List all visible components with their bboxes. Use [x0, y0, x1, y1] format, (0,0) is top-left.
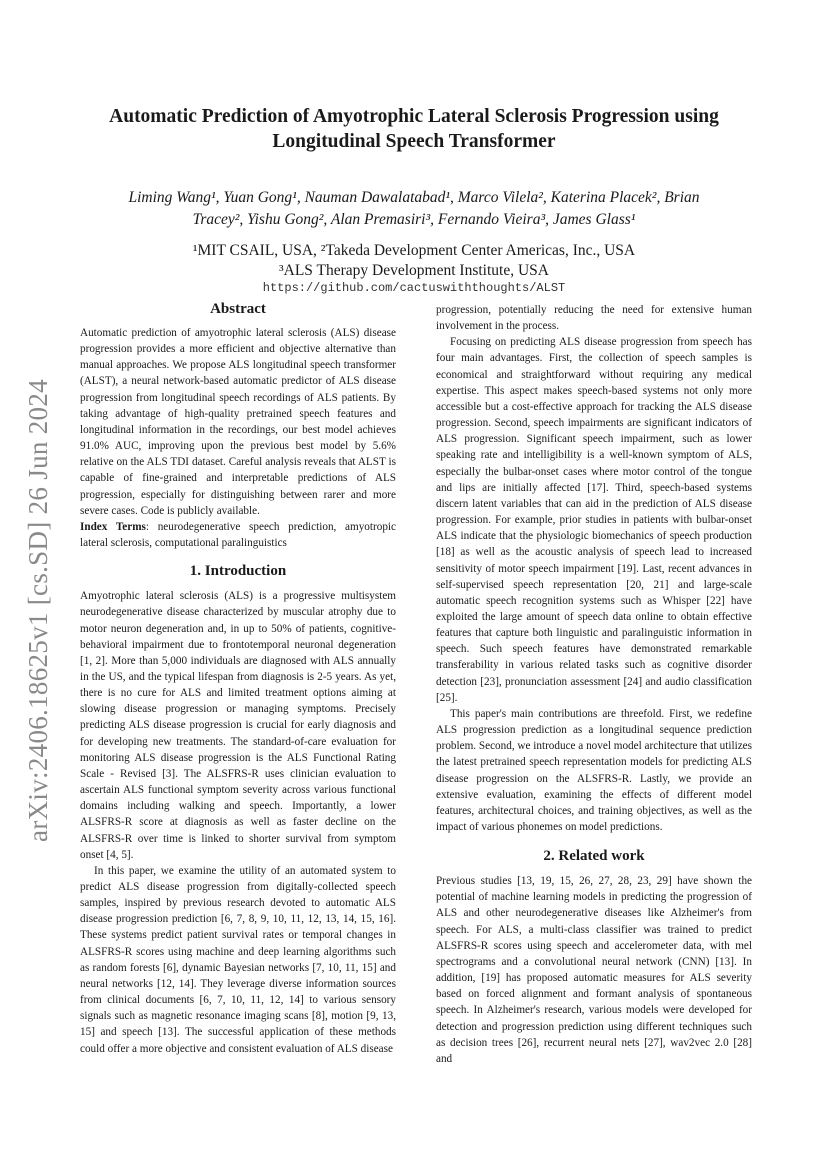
- author-line-1: Liming Wang¹, Yuan Gong¹, Nauman Dawalatabad¹, Marco Vilela², Katerina Placek², Brian: [128, 189, 700, 206]
- paper-title: Automatic Prediction of Amyotrophic Lateral Sclerosis Progression using Longitudinal Speech Transformer: [109, 106, 719, 152]
- related-work-paragraph-1: Previous studies [13, 19, 15, 26, 27, 28, 23, 29] have shown the potential of machine learning models in predicting the progression of ALS and other neurodegenerative diseases like Alzheimer's from speech. For ALS, a multi-class classifier was trained to predict ALSFRS-R scores using speech and accelerometer data, with mel spectrograms and a convolutional neural network (CNN) [13]. In addition, [19] has proposed automatic measures for ALS severity based on forced alignment and formant analysis of spontaneous speech. In Alzheimer's research, various models were developed for detection and progression prediction using different techniques such as decision trees [26], recurrent neural nets [27], wav2vec 2.0 [28] and: [436, 875, 752, 1065]
- index-terms: [80, 519, 396, 551]
- affiliation-line-2: ³ALS Therapy Development Institute, USA: [279, 262, 549, 279]
- affiliation-line-1: ¹MIT CSAIL, USA, ²Takeda Development Center Americas, Inc., USA: [192, 242, 636, 259]
- intro-paragraph-1: Amyotrophic lateral sclerosis (ALS) is a progressive multisystem neurodegenerative disease characterized by muscular atrophy due to motor neuron degeneration and, in up to 50% of patients, cognitive-behavioral impairment due to frontotemporal neuronal degeneration [1, 2]. More than 5,000 individuals are diagnosed with ALS annually in the US, and the typical lifespan from diagnosis is 2-5 years. As yet, there is no cure for ALS and limited treatment options aiming at slowing disease progression or managing symptoms. Precisely predicting ALS disease progression is crucial for early diagnosis and for developing new treatments. The standard-of-care evaluation for monitoring ALS disease progression is the ALS Functional Rating Scale - Revised [3]. The ALSFRS-R uses clinician evaluation to ascertain ALS functional symptom severity across various functional domains including walking and speech. Importantly, a lower ALSFRS-R score at diagnosis as well as faster decline on the ALSFRS-R over time is linked to shorter survival from symptom onset [4, 5].: [80, 590, 396, 861]
- arxiv-identifier: arXiv:2406.18625v1 [cs.SD] 26 Jun 2024: [22, 378, 53, 842]
- affiliations: [82, 241, 746, 281]
- intro-paragraph-2: In this paper, we examine the utility of an automated system to predict ALS disease progression from digitally-collected speech samples, inspired by previous research devoted to automatic ALS disease progression prediction [6, 7, 8, 9, 10, 11, 12, 13, 14, 15, 16]. These systems predict patient survival rates or temporal changes in ALSFRS-R scores using machine and deep learning algorithms such as random forests [6], dynamic Bayesian networks [7, 10, 11, 15] and neural networks [12, 14]. They leverage diverse information sources from clinical documents [6, 7, 10, 11, 12, 14] to various sensory signals such as magnetic resonance imaging scans [8], motion [9, 13, 15] and speech [13]. The successful application of these methods could offer a more objective and consistent evaluation of ALS disease: [80, 864, 396, 1055]
- intro-paragraph-2-continued: progression, potentially reducing the need for extensive human involvement in the process.: [436, 304, 752, 333]
- author-line-2: Tracey², Yishu Gong², Alan Premasiri³, Fernando Vieira³, James Glass¹: [192, 211, 636, 228]
- abstract-heading: Abstract: [210, 301, 266, 317]
- related-work-heading: 2. Related work: [543, 848, 645, 865]
- intro-paragraph-4: This paper's main contributions are threefold. First, we redefine ALS progression prediction as a longitudinal sequence prediction problem. Second, we introduce a novel model architecture that utilizes the latest pretrained speech representation models for predicting ALS disease progression on the ALSFRS-R. Lastly, we provide an extensive evaluation, examining the effects of different model features, architectural choices, and training objectives, as well as the impact of various phonemes on model predictions.: [436, 707, 752, 833]
- author-list: [82, 187, 746, 231]
- introduction-heading: 1. Introduction: [189, 563, 287, 580]
- index-terms-label: Index Terms: [80, 520, 146, 533]
- arxiv-side-stamp: [24, 370, 52, 850]
- index-terms-text: : neurodegenerative speech prediction, amyotropic lateral sclerosis, computational paralinguistics: [80, 520, 396, 550]
- code-repository-link[interactable]: https://github.com/cactuswiththoughts/ALST: [262, 281, 566, 295]
- right-column: [436, 302, 752, 1067]
- intro-paragraph-3: Focusing on predicting ALS disease progression from speech has four main advantages. First, the collection of speech samples is economical and straightforward without requiring any medical expertise. This aspect makes speech-based systems not only more accessible but a cost-effective approach for tracking the ALS disease progression. Second, speech impairments are significant indicators of ALS progression. Significant speech impairment, such as lower speaking rate and intelligibility is a well-known symptom of ALS, especially the bulbar-onset cases where motor control of the tongue and lips are initially affected [17]. Third, speech-based systems discern latent variables that can aid in the prediction of ALS disease progression. For example, prior studies in patients with bulbar-onset ALS indicate that the physiologic biomechanics of speech production [18] as well as the acoustic analysis of speech lead to increased sensitivity of motor speech impairment [19]. Last, recent advances in self-supervised speech representation [20, 21] and large-scale automatic speech recognition systems such as Whisper [22] have exploited the large amount of speech data online to obtain effective features that capture both linguistic and paralinguistic information in speech. Such speech features have demonstrated remarkable transferability in various related tasks such as cognitive disorder detection [23], pronunciation assessment [24] and audio classification [25].: [436, 336, 752, 704]
- abstract-text: Automatic prediction of amyotrophic lateral sclerosis (ALS) disease progression provides a more efficient and objective alternative than manual approaches. We propose ALS longitudinal speech transformer (ALST), a neural network-based automatic predictor of ALS disease progression from longitudinal speech recordings of ALS patients. By taking advantage of high-quality pretrained speech features and longitudinal information in the recordings, our best model achieves 91.0% AUC, improving upon the previous best model by 5.6% relative on the ALS TDI dataset. Careful analysis reveals that ALST is capable of fine-grained and interpretable predictions of ALS progression, especially for distinguishing between rarer and more severe cases. Code is publicly available.: [80, 327, 396, 517]
- left-column: [80, 300, 396, 1057]
